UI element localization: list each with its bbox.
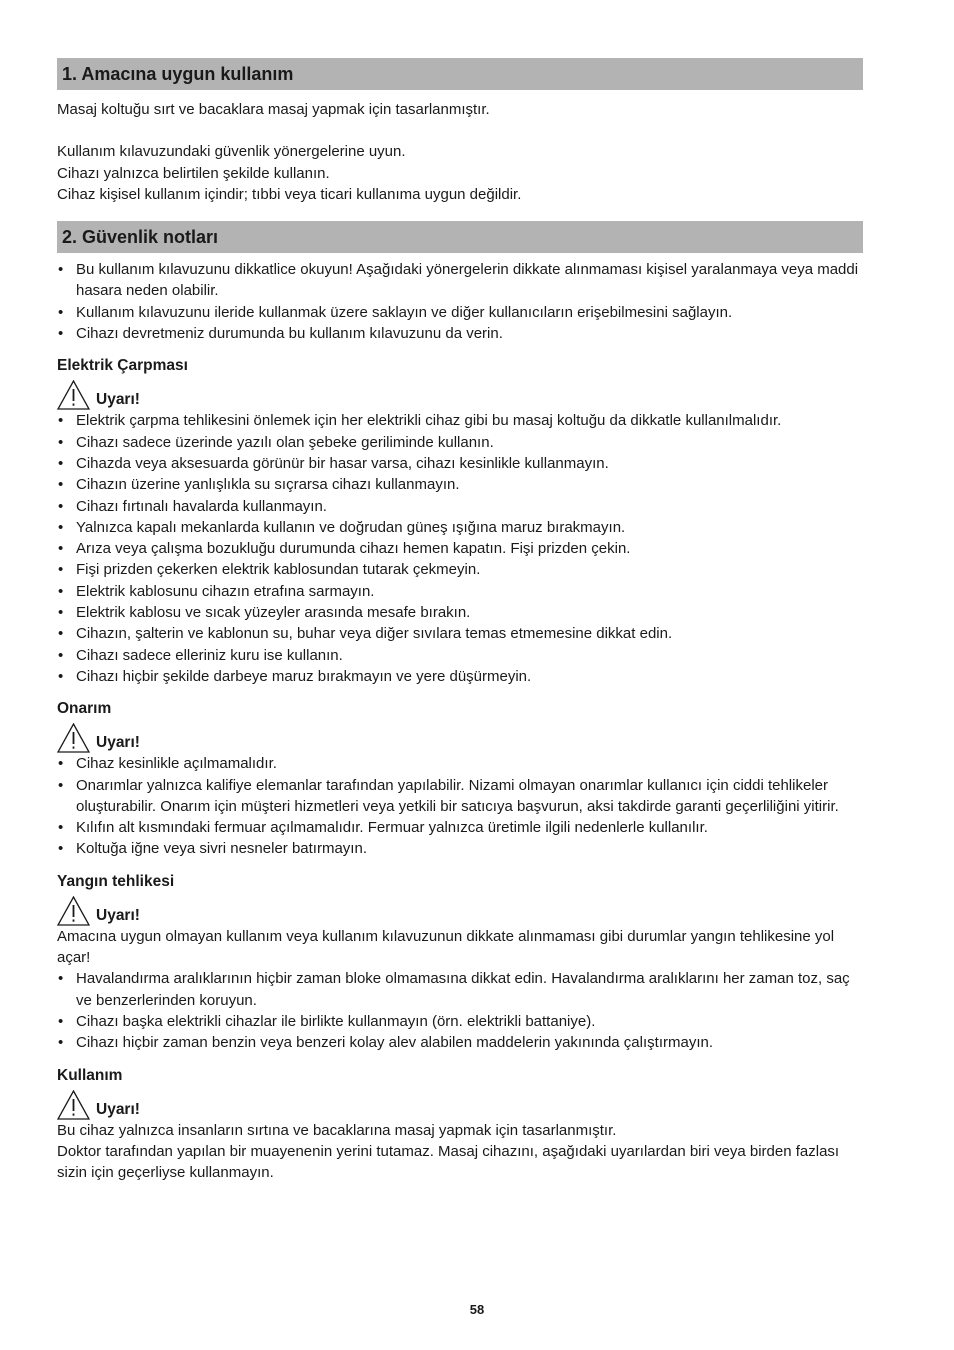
electric-shock-heading: Elektrik Çarpması xyxy=(57,357,188,375)
section-1-line: Cihazı yalnızca belirtilen şekilde kullanın. xyxy=(57,164,330,182)
warning-label xyxy=(57,1086,863,1120)
section-1-line: Kullanım kılavuzundaki güvenlik yönergelerine uyun. xyxy=(57,143,406,161)
list-item: • Kılıfın alt kısmındaki fermuar açılmamalıdır. Fermuar yalnızca üretimle ilgili nedenlerle kullanılır. xyxy=(57,817,863,838)
fire-hazard-intro: Amacına uygun olmayan kullanım veya kullanım kılavuzunun dikkate alınmaması gibi durumlar yangın tehlikesine yol açar! xyxy=(57,927,835,967)
list-item: • Cihazda veya aksesuarda görünür bir hasar varsa, cihazı kesinlikle kullanmayın. xyxy=(57,453,863,474)
list-item: • Cihazı hiçbir zaman benzin veya benzeri kolay alev alabilen maddelerin yakınında çalıştırmayın. xyxy=(57,1032,863,1053)
list-item: • Cihazın üzerine yanlışlıkla su sıçrarsa cihazı kullanmayın. xyxy=(57,474,863,495)
list-item: • Cihazı devretmeniz durumunda bu kullanım kılavuzunu da verin. xyxy=(57,323,863,344)
list-item: • Bu kullanım kılavuzunu dikkatlice okuyun! Aşağıdaki yönergelerin dikkate alınmaması kişisel yaralanmaya veya maddi hasara neden olabilir. xyxy=(57,259,863,302)
usage-heading: Kullanım xyxy=(57,1066,123,1084)
list-item: • Kullanım kılavuzunu ileride kullanmak üzere saklayın ve diğer kullanıcıların erişebilmesini sağlayın. xyxy=(57,302,863,323)
list-item: • Elektrik çarpma tehlikesini önlemek için her elektrikli cihaz gibi bu masaj koltuğu da dikkatle kullanılmalıdır. xyxy=(57,410,863,431)
repair-list xyxy=(57,753,863,859)
list-item: • Onarımlar yalnızca kalifiye elemanlar tarafından yapılabilir. Nizami olmayan onarımlar kullanıcı için ciddi tehlikeler oluşturabilir. Onarım için müşteri hizmetleri veya yetkili bir satıcıya başvurun, aksi takdirde garanti geçerliliğini yitirir. xyxy=(57,775,863,818)
fire-hazard-list xyxy=(57,968,863,1053)
warning-label xyxy=(57,376,863,410)
fire-hazard-heading: Yangın tehlikesi xyxy=(57,872,175,890)
list-item: • Yalnızca kapalı mekanlarda kullanın ve doğrudan güneş ışığına maruz bırakmayın. xyxy=(57,517,863,538)
usage-line: Bu cihaz yalnızca insanların sırtına ve bacaklarına masaj yapmak için tasarlanmıştır. xyxy=(57,1121,617,1139)
warning-text: Uyarı! xyxy=(96,734,140,752)
warning-label xyxy=(57,892,863,926)
safety-general-list xyxy=(57,259,863,344)
list-item: • Cihazı başka elektrikli cihazlar ile birlikte kullanmayın (örn. elektrikli battaniye). xyxy=(57,1011,863,1032)
warning-text: Uyarı! xyxy=(96,906,140,924)
warning-label xyxy=(57,719,863,753)
page-number: 58 xyxy=(469,1302,485,1317)
list-item: • Cihazı fırtınalı havalarda kullanmayın. xyxy=(57,496,863,517)
section-1-heading: 1. Amacına uygun kullanım xyxy=(57,58,863,90)
warning-text: Uyarı! xyxy=(96,391,140,409)
usage-line: Doktor tarafından yapılan bir muayenenin yerini tutamaz. Masaj cihazını, aşağıdaki uyarılardan biri veya birden fazlası sizin için geçerliyse kullanmayın. xyxy=(57,1142,840,1182)
list-item: • Elektrik kablosunu cihazın etrafına sarmayın. xyxy=(57,581,863,602)
document-page xyxy=(57,58,863,1183)
electric-shock-list xyxy=(57,410,863,687)
warning-text: Uyarı! xyxy=(96,1100,140,1118)
list-item: • Cihaz kesinlikle açılmamalıdır. xyxy=(57,753,863,774)
repair-heading: Onarım xyxy=(57,700,112,718)
list-item: • Cihazı sadece üzerinde yazılı olan şebeke geriliminde kullanın. xyxy=(57,432,863,453)
list-item: • Cihazın, şalterin ve kablonun su, buhar veya diğer sıvılara temas etmemesine dikkat edin. xyxy=(57,623,863,644)
list-item: • Koltuğa iğne veya sivri nesneler batırmayın. xyxy=(57,838,863,859)
section-1-paragraph: Masaj koltuğu sırt ve bacaklara masaj yapmak için tasarlanmıştır. xyxy=(57,101,490,118)
list-item: • Arıza veya çalışma bozukluğu durumunda cihazı hemen kapatın. Fişi prizden çekin. xyxy=(57,538,863,559)
section-1-line: Cihaz kişisel kullanım içindir; tıbbi veya ticari kullanıma uygun değildir. xyxy=(57,185,522,203)
warning-triangle-icon xyxy=(57,1090,90,1120)
warning-triangle-icon xyxy=(57,723,90,753)
list-item: • Fişi prizden çekerken elektrik kablosundan tutarak çekmeyin. xyxy=(57,559,863,580)
list-item: • Cihazı sadece elleriniz kuru ise kullanın. xyxy=(57,645,863,666)
warning-triangle-icon xyxy=(57,380,90,410)
list-item: • Cihazı hiçbir şekilde darbeye maruz bırakmayın ve yere düşürmeyin. xyxy=(57,666,863,687)
list-item: • Havalandırma aralıklarının hiçbir zaman bloke olmamasına dikkat edin. Havalandırma aralıklarını her zaman toz, saç ve benzerlerinden koruyun. xyxy=(57,968,863,1011)
warning-triangle-icon xyxy=(57,896,90,926)
list-item: • Elektrik kablosu ve sıcak yüzeyler arasında mesafe bırakın. xyxy=(57,602,863,623)
section-2-heading: 2. Güvenlik notları xyxy=(57,221,863,253)
